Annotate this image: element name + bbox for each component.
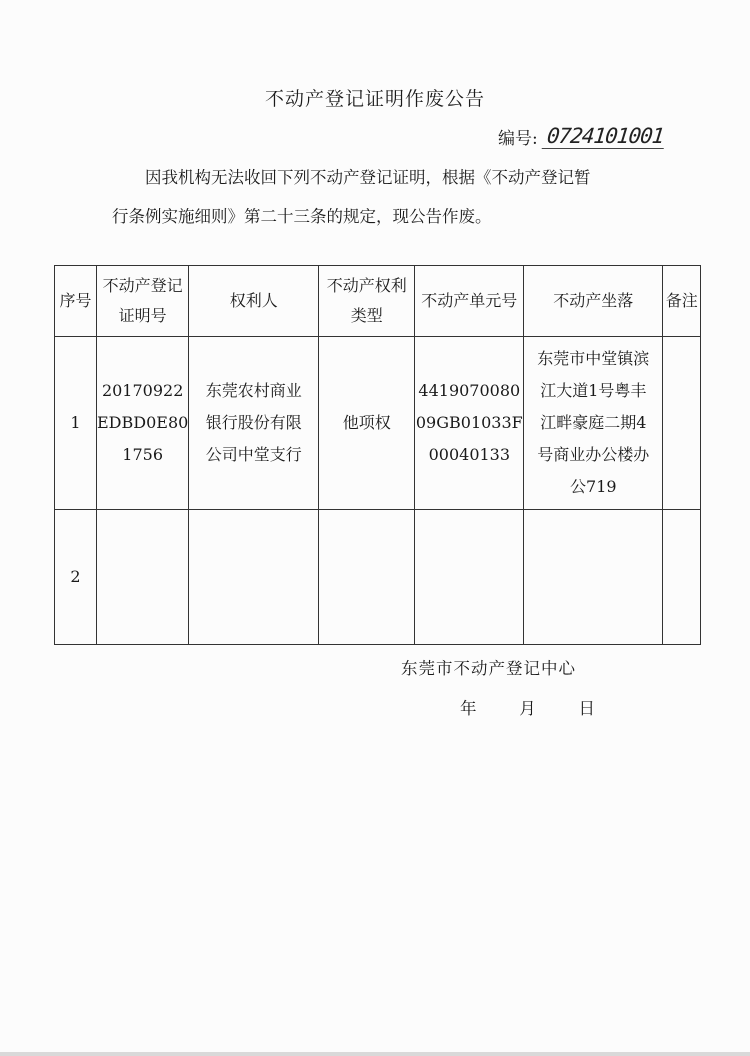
row-1-cert-no-line-1: 20170922: [101, 381, 184, 400]
document-number-label: 编号:: [498, 129, 538, 149]
row-1-location-line-4: 号商业办公楼办: [537, 445, 650, 464]
row-1-unit-no: [415, 337, 524, 510]
date-year-label: 年: [460, 699, 477, 718]
row-2-remark: [663, 510, 701, 645]
header-seq: 序号: [55, 266, 97, 337]
issuer-name: 东莞市不动产登记中心: [401, 659, 576, 678]
row-1-cert-no-line-3: 1756: [122, 445, 164, 464]
table-row: [55, 337, 701, 510]
row-1-location-line-2: 江大道1号粤丰: [540, 381, 647, 400]
header-right-type-line-2: 类型: [350, 306, 383, 325]
header-cert-no-line-1: 不动产登记: [102, 276, 183, 295]
header-holder: 权利人: [189, 266, 319, 337]
scan-edge-bar: [0, 1052, 750, 1056]
row-1-right-type: 他项权: [319, 337, 415, 510]
row-1-remark: [663, 337, 701, 510]
row-2-holder: [189, 510, 319, 645]
notice-paragraph-line-2: 行条例实施细则》第二十三条的规定，现公告作废。: [112, 207, 492, 226]
header-right-type: [319, 266, 415, 337]
row-1-location-line-1: 东莞市中堂镇滨: [537, 349, 650, 368]
document-number: [498, 124, 666, 149]
row-1-holder: [189, 337, 319, 510]
header-location: 不动产坐落: [524, 266, 663, 337]
row-1-holder-line-2: 银行股份有限: [205, 413, 302, 432]
date-line: [460, 695, 633, 719]
table-header-row: [55, 266, 701, 337]
row-2-cert-no: [97, 510, 189, 645]
row-1-unit-no-line-3: 00040133: [428, 445, 511, 464]
header-right-type-line-1: 不动产权利: [326, 276, 407, 295]
row-1-cert-no: [97, 337, 189, 510]
row-1-unit-no-line-1: 4419070080: [418, 381, 521, 400]
header-cert-no: [97, 266, 189, 337]
row-1-holder-line-3: 公司中堂支行: [205, 445, 302, 464]
row-2-location: [524, 510, 663, 645]
certificate-table: [54, 265, 701, 645]
notice-paragraph-line-1: 因我机构无法收回下列不动产登记证明，根据《不动产登记暂: [145, 168, 591, 187]
row-1-holder-line-1: 东莞农村商业: [205, 381, 302, 400]
row-1-location-line-3: 江畔豪庭二期4: [540, 413, 647, 432]
date-day-label: 日: [578, 699, 595, 718]
row-1-unit-no-line-2: 09GB01033F: [415, 413, 523, 432]
document-number-handwritten: 0724101001: [542, 124, 667, 149]
header-unit-no: 不动产单元号: [415, 266, 524, 337]
header-remark: 备注: [663, 266, 701, 337]
row-1-location: [524, 337, 663, 510]
row-1-cert-no-line-2: EDBD0E80: [97, 413, 189, 432]
date-month-label: 月: [519, 699, 536, 718]
row-2-unit-no: [415, 510, 524, 645]
row-1-seq: 1: [55, 337, 97, 510]
row-1-location-line-5: 公719: [570, 477, 617, 496]
document-title: 不动产登记证明作废公告: [264, 88, 485, 110]
row-2-right-type: [319, 510, 415, 645]
row-2-seq: 2: [55, 510, 97, 645]
header-cert-no-line-2: 证明号: [118, 306, 167, 325]
table-row: [55, 510, 701, 645]
